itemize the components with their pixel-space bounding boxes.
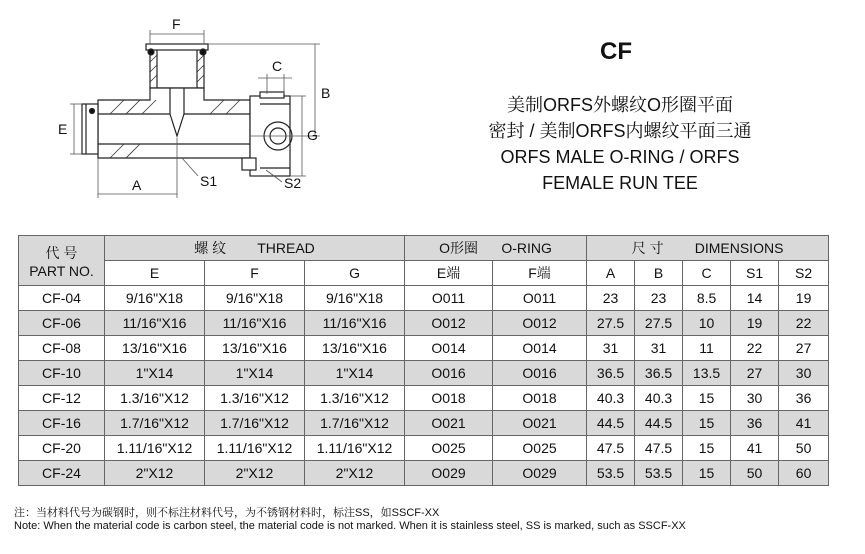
subheader-C: C [683, 261, 731, 286]
table-cell: 1.3/16"X12 [305, 386, 405, 411]
table-row [19, 311, 829, 336]
table-cell: 36 [779, 386, 829, 411]
table-cell: 41 [779, 411, 829, 436]
table-cell: 11/16"X16 [105, 311, 205, 336]
subheader-F-end: F端 [493, 261, 587, 286]
subheader-F: F [205, 261, 305, 286]
subheader-G: G [305, 261, 405, 286]
subheader-S1: S1 [731, 261, 779, 286]
table-cell: 36 [731, 411, 779, 436]
label-S1: S1 [200, 173, 218, 189]
table-cell: 15 [683, 386, 731, 411]
table-cell: 11/16"X16 [205, 311, 305, 336]
table-cell: 19 [731, 311, 779, 336]
table-cell: 1"X14 [305, 361, 405, 386]
table-cell: O029 [405, 461, 493, 486]
table-cell: 27.5 [587, 311, 635, 336]
table-cell: 27 [731, 361, 779, 386]
header-oring: O形圈 O-RING [405, 236, 587, 261]
table-cell: O012 [405, 311, 493, 336]
table-cell: 53.5 [635, 461, 683, 486]
header-part-no: 代 号 PART NO. [19, 236, 105, 286]
table-cell: 44.5 [587, 411, 635, 436]
table-cell: 36.5 [635, 361, 683, 386]
table-cell: O016 [405, 361, 493, 386]
table-cell: 1.11/16"X12 [105, 436, 205, 461]
header-dimensions: 尺 寸 DIMENSIONS [587, 236, 829, 261]
table-cell: 11 [683, 336, 731, 361]
table-cell: O014 [405, 336, 493, 361]
table-cell: 31 [587, 336, 635, 361]
table-cell: 44.5 [635, 411, 683, 436]
table-cell: 60 [779, 461, 829, 486]
table-cell: O018 [493, 386, 587, 411]
table-cell: 50 [779, 436, 829, 461]
table-header [19, 236, 829, 286]
table-cell: O011 [405, 286, 493, 311]
table-cell: 23 [635, 286, 683, 311]
table-cell: 1"X14 [105, 361, 205, 386]
table-cell: 19 [779, 286, 829, 311]
table-cell: 22 [779, 311, 829, 336]
table-row [19, 386, 829, 411]
title-line-4: FEMALE RUN TEE [542, 173, 698, 193]
table-cell: 31 [635, 336, 683, 361]
table-cell: 30 [731, 386, 779, 411]
table-row [19, 361, 829, 386]
table-cell: 9/16"X18 [305, 286, 405, 311]
table-cell: O014 [493, 336, 587, 361]
subheader-E: E [105, 261, 205, 286]
table-cell: 1"X14 [205, 361, 305, 386]
table-cell: 11/16"X16 [305, 311, 405, 336]
table-cell: 53.5 [587, 461, 635, 486]
label-E: E [58, 121, 68, 137]
table-cell: 23 [587, 286, 635, 311]
table-cell: CF-04 [19, 286, 105, 311]
table-cell: CF-16 [19, 411, 105, 436]
table-row [19, 436, 829, 461]
subheader-B: B [635, 261, 683, 286]
table-row [19, 286, 829, 311]
table-cell: CF-08 [19, 336, 105, 361]
fitting-drawing [20, 18, 350, 218]
table-body [19, 286, 829, 486]
label-A: A [132, 177, 142, 193]
table-row [19, 461, 829, 486]
table-cell: 8.5 [683, 286, 731, 311]
table-cell: CF-06 [19, 311, 105, 336]
table-cell: CF-20 [19, 436, 105, 461]
table-cell: O012 [493, 311, 587, 336]
spec-table [18, 235, 829, 486]
table-cell: O025 [405, 436, 493, 461]
title-line-1: 美制ORFS外螺纹O形圈平面 [506, 95, 733, 115]
table-cell: 1.3/16"X12 [105, 386, 205, 411]
table-cell: 9/16"X18 [105, 286, 205, 311]
table-cell: 1.7/16"X12 [305, 411, 405, 436]
table-cell: 2"X12 [105, 461, 205, 486]
label-S2: S2 [284, 175, 302, 191]
title-line-2: 密封 / 美制ORFS内螺纹平面三通 [488, 121, 752, 141]
note-en: Note: When the material code is carbon steel, the material code is not marked. When it is stainless steel, SS is marked, such as SSCF-XX [14, 520, 686, 532]
table-cell: 14 [731, 286, 779, 311]
notes [14, 507, 686, 533]
label-C: C [272, 58, 283, 74]
table-cell: 15 [683, 436, 731, 461]
table-cell: 1.7/16"X12 [105, 411, 205, 436]
table-cell: 47.5 [635, 436, 683, 461]
table-row [19, 411, 829, 436]
product-title [455, 92, 785, 196]
table-cell: 1.3/16"X12 [205, 386, 305, 411]
table-cell: 30 [779, 361, 829, 386]
table-cell: 2"X12 [305, 461, 405, 486]
table-cell: 27 [779, 336, 829, 361]
note-cn: 注：当材料代号为碳钢时，则不标注材料代号，为不锈钢材料时，标注SS，如SSCF-XX [14, 507, 440, 519]
label-G: G [307, 127, 318, 143]
table-cell: 1.11/16"X12 [205, 436, 305, 461]
table-cell: 13/16"X16 [305, 336, 405, 361]
table-cell: 10 [683, 311, 731, 336]
table-cell: O021 [493, 411, 587, 436]
label-B: B [321, 85, 331, 101]
table-cell: 50 [731, 461, 779, 486]
table-cell: CF-10 [19, 361, 105, 386]
product-code: CF [600, 38, 632, 65]
table-cell: 47.5 [587, 436, 635, 461]
table-cell: O018 [405, 386, 493, 411]
title-line-3: ORFS MALE O-RING / ORFS [500, 147, 740, 167]
table-cell: O025 [493, 436, 587, 461]
table-cell: CF-12 [19, 386, 105, 411]
label-F: F [172, 18, 181, 32]
subheader-A: A [587, 261, 635, 286]
table-cell: O021 [405, 411, 493, 436]
table-cell: O016 [493, 361, 587, 386]
table-cell: 1.11/16"X12 [305, 436, 405, 461]
table-cell: 36.5 [587, 361, 635, 386]
table-cell: 1.7/16"X12 [205, 411, 305, 436]
subheader-S2: S2 [779, 261, 829, 286]
header-thread: 螺 纹 THREAD [105, 236, 405, 261]
table-cell: 41 [731, 436, 779, 461]
table-cell: 27.5 [635, 311, 683, 336]
table-cell: 40.3 [635, 386, 683, 411]
table-cell: 2"X12 [205, 461, 305, 486]
table-cell: 22 [731, 336, 779, 361]
table-cell: 13.5 [683, 361, 731, 386]
table-cell: O029 [493, 461, 587, 486]
table-cell: CF-24 [19, 461, 105, 486]
table-cell: 15 [683, 411, 731, 436]
table-row [19, 336, 829, 361]
table-cell: 13/16"X16 [105, 336, 205, 361]
table-cell: 15 [683, 461, 731, 486]
table-cell: 40.3 [587, 386, 635, 411]
table-cell: 9/16"X18 [205, 286, 305, 311]
table-cell: O011 [493, 286, 587, 311]
table-cell: 13/16"X16 [205, 336, 305, 361]
subheader-E-end: E端 [405, 261, 493, 286]
